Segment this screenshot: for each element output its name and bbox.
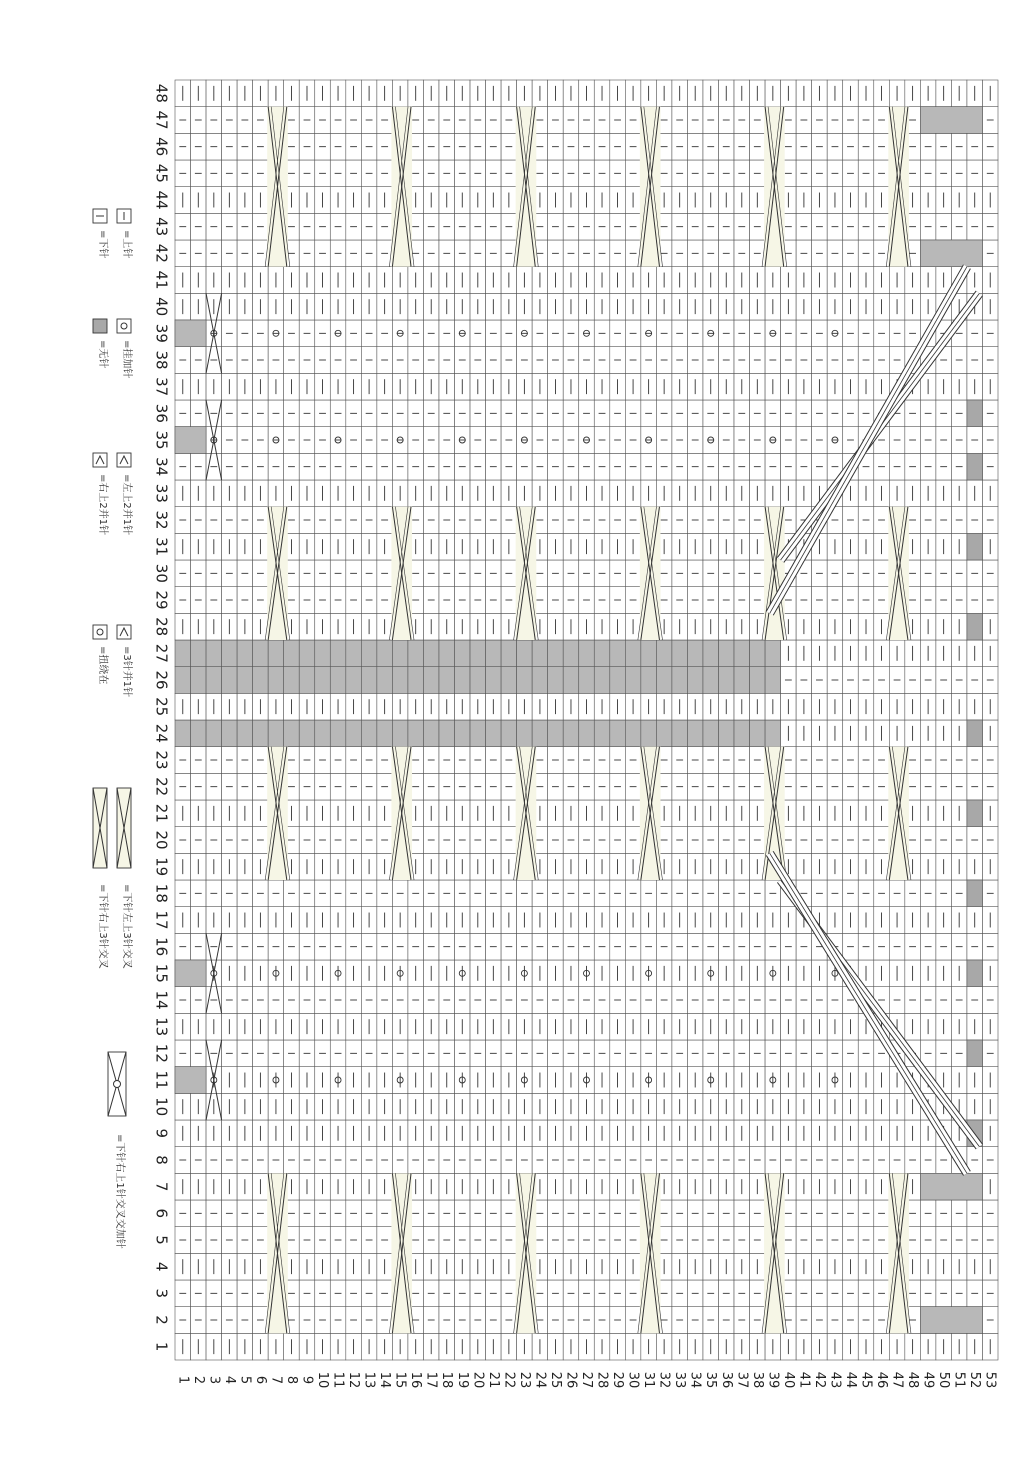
chart-cell	[470, 667, 486, 694]
chart-cell	[392, 720, 408, 747]
chart-cell	[625, 640, 641, 667]
chart-cell	[268, 720, 284, 747]
chart-cell	[594, 667, 610, 694]
chart-cell	[237, 667, 253, 694]
chart-cell	[563, 640, 579, 667]
no-stitch-block	[175, 427, 206, 454]
chart-cell	[718, 667, 734, 694]
chart-cell	[284, 640, 300, 667]
chart-cell	[517, 667, 533, 694]
chart-cell	[734, 720, 750, 747]
cable-cross	[389, 747, 414, 880]
no-stitch-block	[920, 107, 982, 134]
chart-cell	[330, 720, 346, 747]
cable-cross	[265, 507, 290, 640]
chart-cell	[470, 720, 486, 747]
chart-cell	[315, 720, 331, 747]
chart-cell	[610, 640, 626, 667]
no-stitch-block	[967, 880, 983, 907]
no-stitch-block	[920, 240, 982, 267]
no-stitch-block	[967, 720, 983, 747]
chart-cell	[470, 640, 486, 667]
chart-cell	[439, 720, 455, 747]
no-stitch-block	[967, 1040, 983, 1067]
chart-cell	[191, 640, 207, 667]
no-stitch-block	[175, 320, 206, 347]
cable-cross	[265, 107, 290, 267]
chart-cell	[765, 720, 781, 747]
no-stitch-block	[920, 1173, 982, 1200]
chart-cell	[656, 640, 672, 667]
chart-cell	[501, 667, 517, 694]
chart-cell	[191, 720, 207, 747]
chart-cell	[346, 640, 362, 667]
chart-cell	[750, 720, 766, 747]
chart-cell	[563, 667, 579, 694]
chart-cell	[750, 667, 766, 694]
chart-cell	[734, 640, 750, 667]
chart-cell	[579, 667, 595, 694]
chart-cell	[330, 640, 346, 667]
cable-cross	[389, 1173, 414, 1333]
chart-cell	[377, 640, 393, 667]
chart-cell	[361, 667, 377, 694]
chart-cell	[439, 640, 455, 667]
chart-cell	[532, 720, 548, 747]
chart-cell	[563, 720, 579, 747]
chart-cell	[455, 640, 471, 667]
chart-cell	[455, 720, 471, 747]
chart-cell	[361, 640, 377, 667]
chart-cell	[486, 667, 502, 694]
chart-cell	[346, 667, 362, 694]
chart-cell	[423, 720, 439, 747]
chart-cell	[253, 667, 269, 694]
chart-cell	[206, 720, 222, 747]
chart-cell	[408, 667, 424, 694]
chart-cell	[501, 640, 517, 667]
chart-cell	[610, 667, 626, 694]
chart-cell	[594, 720, 610, 747]
chart-cell	[439, 667, 455, 694]
chart-cell	[548, 720, 564, 747]
cable-cross	[265, 1173, 290, 1333]
chart-cell	[346, 720, 362, 747]
chart-cell	[718, 640, 734, 667]
chart-cell	[625, 720, 641, 747]
cable-cross	[265, 747, 290, 880]
chart-cell	[253, 640, 269, 667]
chart-cell	[750, 640, 766, 667]
chart-cell	[718, 720, 734, 747]
chart-cell	[222, 720, 238, 747]
chart-cell	[299, 667, 315, 694]
chart-cell	[377, 720, 393, 747]
chart-cell	[486, 720, 502, 747]
no-stitch-block	[967, 800, 983, 827]
chart-cell	[687, 667, 703, 694]
chart-cell	[299, 720, 315, 747]
chart-cell	[175, 667, 191, 694]
chart-grid	[175, 80, 998, 1360]
chart-cell	[687, 640, 703, 667]
no-stitch-block	[175, 1067, 206, 1094]
chart-cell	[594, 640, 610, 667]
cable-cross	[389, 507, 414, 640]
no-stitch-block	[920, 1307, 982, 1334]
chart-cell	[703, 720, 719, 747]
chart-cell	[206, 667, 222, 694]
chart-cell	[284, 720, 300, 747]
chart-cell	[672, 640, 688, 667]
chart-cell	[532, 640, 548, 667]
no-stitch-block	[175, 960, 206, 987]
chart-cell	[548, 640, 564, 667]
chart-cell	[175, 720, 191, 747]
cable-cross	[389, 107, 414, 267]
chart-cell	[423, 640, 439, 667]
chart-cell	[579, 720, 595, 747]
chart-cell	[392, 667, 408, 694]
chart-cell	[423, 667, 439, 694]
chart-cell	[656, 667, 672, 694]
chart-cell	[253, 720, 269, 747]
chart-cell	[765, 640, 781, 667]
chart-cell	[408, 640, 424, 667]
chart-cell	[361, 720, 377, 747]
chart-cell	[641, 720, 657, 747]
chart-cell	[656, 720, 672, 747]
chart-cell	[765, 667, 781, 694]
chart-cell	[517, 720, 533, 747]
chart-cell	[672, 720, 688, 747]
chart-cell	[687, 720, 703, 747]
chart-cell	[703, 667, 719, 694]
chart-cell	[268, 667, 284, 694]
chart-cell	[392, 640, 408, 667]
chart-cell	[237, 640, 253, 667]
chart-cell	[191, 667, 207, 694]
chart-cell	[222, 667, 238, 694]
chart-cell	[315, 640, 331, 667]
no-stitch-block	[967, 400, 983, 427]
chart-cell	[284, 667, 300, 694]
chart-cell	[299, 640, 315, 667]
chart-cell	[377, 667, 393, 694]
chart-cell	[734, 667, 750, 694]
chart-cell	[237, 720, 253, 747]
chart-cell	[206, 640, 222, 667]
chart-cell	[703, 640, 719, 667]
chart-cell	[532, 667, 548, 694]
chart-cell	[330, 667, 346, 694]
no-stitch-block	[967, 613, 983, 640]
chart-cell	[222, 640, 238, 667]
chart-cell	[641, 667, 657, 694]
chart-cell	[625, 667, 641, 694]
chart-cell	[501, 720, 517, 747]
chart-cell	[610, 720, 626, 747]
chart-cell	[641, 640, 657, 667]
no-stitch-block	[967, 960, 983, 987]
chart-cell	[486, 640, 502, 667]
chart-cell	[579, 640, 595, 667]
chart-cell	[517, 640, 533, 667]
no-stitch-block	[967, 453, 983, 480]
chart-cell	[672, 667, 688, 694]
chart-cell	[315, 667, 331, 694]
chart-cell	[408, 720, 424, 747]
chart-cell	[175, 640, 191, 667]
chart-cell	[455, 667, 471, 694]
chart-cell	[548, 667, 564, 694]
chart-cell	[268, 640, 284, 667]
no-stitch-block	[967, 533, 983, 560]
